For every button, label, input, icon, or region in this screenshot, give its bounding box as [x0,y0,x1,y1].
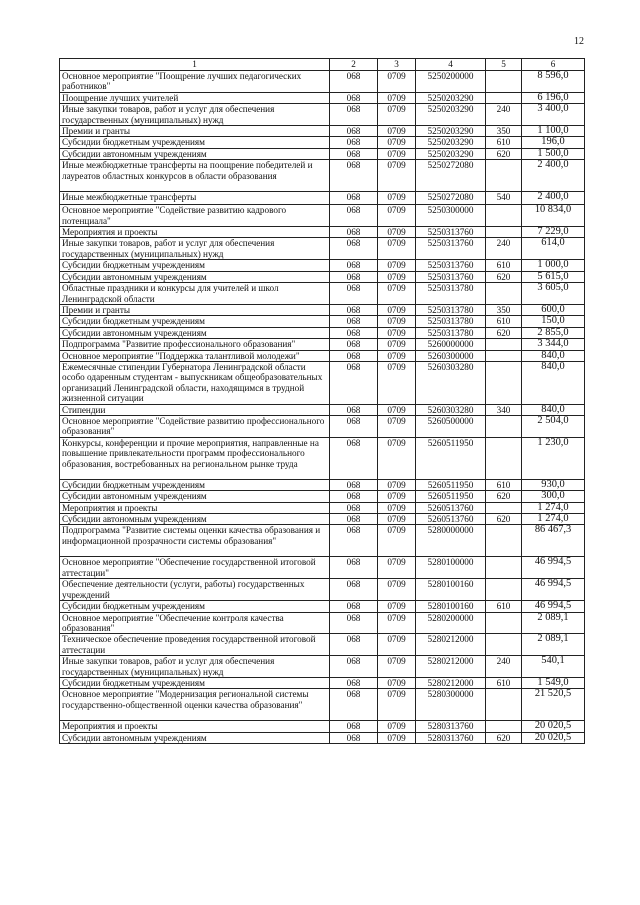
table-row [60,271,585,282]
row-amount: 2 400,0 [522,192,585,205]
row-amount: 1 230,0 [522,437,585,479]
row-expense-type: 620 [486,491,522,502]
row-amount: 2 504,0 [522,415,585,437]
row-amount: 196,0 [522,137,585,148]
row-name: Мероприятия и проекты [60,227,330,238]
row-expense-type [486,205,522,227]
row-target-article: 5260500000 [416,415,486,437]
row-expense-type: 620 [486,732,522,743]
row-target-article: 5250313760 [416,238,486,260]
row-ministry-code: 068 [330,260,378,271]
table-row [60,148,585,159]
row-amount: 6 196,0 [522,92,585,103]
row-amount: 7 229,0 [522,227,585,238]
row-name: Субсидии бюджетным учреждениям [60,601,330,612]
row-target-article: 5250272080 [416,192,486,205]
row-expense-type: 620 [486,327,522,338]
row-target-article: 5260300000 [416,350,486,361]
row-target-article: 5250203290 [416,104,486,126]
row-target-article: 5260000000 [416,339,486,350]
row-target-article: 5250300000 [416,205,486,227]
row-ministry-code: 068 [330,525,378,557]
row-amount: 2 855,0 [522,327,585,338]
row-expense-type [486,160,522,192]
row-target-article: 5280100000 [416,557,486,579]
row-target-article: 5280100160 [416,579,486,601]
row-expense-type: 620 [486,514,522,525]
table-row [60,260,585,271]
row-expense-type [486,525,522,557]
table-row [60,415,585,437]
row-section-code: 0709 [378,260,416,271]
table-row [60,479,585,490]
row-section-code: 0709 [378,557,416,579]
header-row [60,59,585,71]
row-ministry-code: 068 [330,227,378,238]
table-row [60,404,585,415]
row-section-code: 0709 [378,160,416,192]
row-amount: 600,0 [522,304,585,315]
row-amount: 540,1 [522,656,585,678]
row-amount: 930,0 [522,479,585,490]
row-expense-type [486,689,522,721]
row-target-article: 5260511950 [416,437,486,479]
row-section-code: 0709 [378,339,416,350]
row-section-code: 0709 [378,137,416,148]
row-target-article: 5280212000 [416,656,486,678]
row-name: Субсидии бюджетным учреждениям [60,260,330,271]
row-target-article: 5250313760 [416,271,486,282]
row-amount: 8 596,0 [522,71,585,93]
table-row [60,557,585,579]
row-expense-type: 610 [486,260,522,271]
row-ministry-code: 068 [330,316,378,327]
row-amount: 10 834,0 [522,205,585,227]
row-amount: 840,0 [522,361,585,404]
row-amount: 1 274,0 [522,502,585,513]
row-section-code: 0709 [378,502,416,513]
row-amount: 1 500,0 [522,148,585,159]
row-target-article: 5280100160 [416,601,486,612]
table-row [60,327,585,338]
row-expense-type [486,71,522,93]
row-name: Иные закупки товаров, работ и услуг для обеспечения государственных (муниципальных) нужд [60,238,330,260]
row-ministry-code: 068 [330,137,378,148]
row-section-code: 0709 [378,579,416,601]
row-target-article: 5250313780 [416,316,486,327]
table-row [60,192,585,205]
row-amount: 20 020,5 [522,721,585,732]
table-row [60,350,585,361]
row-name: Поощрение лучших учителей [60,92,330,103]
row-name: Иные закупки товаров, работ и услуг для обеспечения государственных (муниципальных) нужд [60,104,330,126]
row-amount: 2 089,1 [522,634,585,656]
row-ministry-code: 068 [330,689,378,721]
column-header: 1 [60,59,330,71]
row-name: Основное мероприятие "Содействие развитию профессионального образования" [60,415,330,437]
row-name: Субсидии автономным учреждениям [60,271,330,282]
row-amount: 1 000,0 [522,260,585,271]
table-body [60,71,585,744]
row-ministry-code: 068 [330,160,378,192]
row-target-article: 5280300000 [416,689,486,721]
row-expense-type: 610 [486,479,522,490]
row-name: Субсидии бюджетным учреждениям [60,479,330,490]
row-name: Субсидии автономным учреждениям [60,327,330,338]
row-section-code: 0709 [378,404,416,415]
row-expense-type: 240 [486,656,522,678]
row-name: Субсидии автономным учреждениям [60,732,330,743]
row-name: Основное мероприятие "Обеспечение государственной итоговой аттестации" [60,557,330,579]
table-row [60,689,585,721]
row-target-article: 5250313780 [416,304,486,315]
row-ministry-code: 068 [330,502,378,513]
row-section-code: 0709 [378,479,416,490]
table-row [60,514,585,525]
row-section-code: 0709 [378,721,416,732]
budget-table [59,58,585,744]
row-expense-type: 610 [486,137,522,148]
row-name: Стипендии [60,404,330,415]
row-section-code: 0709 [378,601,416,612]
row-amount: 840,0 [522,404,585,415]
table-row [60,579,585,601]
table-row [60,525,585,557]
row-section-code: 0709 [378,316,416,327]
row-name: Мероприятия и проекты [60,502,330,513]
row-ministry-code: 068 [330,479,378,490]
row-name: Субсидии бюджетным учреждениям [60,678,330,689]
row-ministry-code: 068 [330,557,378,579]
table-row [60,656,585,678]
row-ministry-code: 068 [330,514,378,525]
row-section-code: 0709 [378,678,416,689]
row-ministry-code: 068 [330,579,378,601]
row-name: Основное мероприятие "Обеспечение контроля качества образования" [60,612,330,634]
row-target-article: 5260511950 [416,479,486,490]
row-ministry-code: 068 [330,612,378,634]
row-ministry-code: 068 [330,634,378,656]
table-row [60,104,585,126]
row-amount: 21 520,5 [522,689,585,721]
row-target-article: 5260303280 [416,404,486,415]
row-expense-type [486,361,522,404]
column-header: 4 [416,59,486,71]
row-ministry-code: 068 [330,350,378,361]
row-expense-type: 610 [486,678,522,689]
row-amount: 3 400,0 [522,104,585,126]
row-expense-type: 610 [486,601,522,612]
row-ministry-code: 068 [330,92,378,103]
row-expense-type: 240 [486,104,522,126]
table-row [60,502,585,513]
row-ministry-code: 068 [330,104,378,126]
row-ministry-code: 068 [330,361,378,404]
row-expense-type [486,415,522,437]
row-ministry-code: 068 [330,238,378,260]
table-row [60,126,585,137]
row-name: Основное мероприятие "Поощрение лучших педагогических работников" [60,71,330,93]
row-ministry-code: 068 [330,491,378,502]
row-expense-type [486,557,522,579]
table-row [60,678,585,689]
row-amount: 1 100,0 [522,126,585,137]
row-name: Техническое обеспечение проведения государственной итоговой аттестации [60,634,330,656]
table-row [60,205,585,227]
row-ministry-code: 068 [330,404,378,415]
row-name: Конкурсы, конференции и прочие мероприятия, направленные на повышение привлекательности программ профессионального образования, востребованных на региональном рынке труда [60,437,330,479]
row-target-article: 5280212000 [416,678,486,689]
row-name: Премии и гранты [60,126,330,137]
row-section-code: 0709 [378,525,416,557]
row-expense-type [486,350,522,361]
row-amount: 46 994,5 [522,579,585,601]
row-section-code: 0709 [378,656,416,678]
row-amount: 20 020,5 [522,732,585,743]
row-expense-type [486,339,522,350]
row-name: Подпрограмма "Развитие профессионального образования" [60,339,330,350]
row-target-article: 5250203290 [416,148,486,159]
row-ministry-code: 068 [330,304,378,315]
row-amount: 86 467,3 [522,525,585,557]
column-header: 3 [378,59,416,71]
row-ministry-code: 068 [330,126,378,137]
row-target-article: 5260513760 [416,502,486,513]
row-expense-type [486,579,522,601]
row-expense-type: 340 [486,404,522,415]
row-section-code: 0709 [378,271,416,282]
row-target-article: 5250313760 [416,260,486,271]
row-name: Основное мероприятие "Модернизация региональной системы государственно-общественной оценки качества образования" [60,689,330,721]
row-amount: 840,0 [522,350,585,361]
row-section-code: 0709 [378,350,416,361]
row-section-code: 0709 [378,126,416,137]
table-row [60,71,585,93]
row-section-code: 0709 [378,415,416,437]
row-expense-type: 620 [486,271,522,282]
row-amount: 2 089,1 [522,612,585,634]
row-section-code: 0709 [378,92,416,103]
table-row [60,137,585,148]
table-row [60,304,585,315]
table-row [60,283,585,305]
table-row [60,601,585,612]
row-target-article: 5250313780 [416,327,486,338]
row-section-code: 0709 [378,71,416,93]
row-section-code: 0709 [378,227,416,238]
row-amount: 1 549,0 [522,678,585,689]
row-ministry-code: 068 [330,678,378,689]
table-row [60,634,585,656]
row-target-article: 5250203290 [416,126,486,137]
row-target-article: 5250200000 [416,71,486,93]
row-target-article: 5280313760 [416,721,486,732]
row-name: Основное мероприятие "Содействие развитию кадрового потенциала" [60,205,330,227]
row-name: Подпрограмма "Развитие системы оценки качества образования и информационной прозрачности системы образования" [60,525,330,557]
row-target-article: 5260513760 [416,514,486,525]
row-section-code: 0709 [378,689,416,721]
row-ministry-code: 068 [330,148,378,159]
row-amount: 2 400,0 [522,160,585,192]
table-row [60,339,585,350]
row-expense-type: 350 [486,126,522,137]
row-target-article: 5250313760 [416,227,486,238]
row-expense-type [486,634,522,656]
row-name: Иные межбюджетные трансферты [60,192,330,205]
row-amount: 5 615,0 [522,271,585,282]
row-name: Обеспечение деятельности (услуги, работы) государственных учреждений [60,579,330,601]
table-row [60,732,585,743]
row-ministry-code: 068 [330,271,378,282]
table-row [60,437,585,479]
row-section-code: 0709 [378,732,416,743]
row-expense-type: 620 [486,148,522,159]
row-expense-type [486,502,522,513]
row-target-article: 5250203290 [416,137,486,148]
row-section-code: 0709 [378,634,416,656]
row-amount: 46 994,5 [522,601,585,612]
row-expense-type: 240 [486,238,522,260]
page-number: 12 [574,36,584,47]
row-expense-type: 350 [486,304,522,315]
table-row [60,160,585,192]
row-ministry-code: 068 [330,71,378,93]
row-expense-type [486,227,522,238]
row-amount: 46 994,5 [522,557,585,579]
column-header: 5 [486,59,522,71]
row-name: Субсидии автономным учреждениям [60,148,330,159]
table-row [60,92,585,103]
row-amount: 300,0 [522,491,585,502]
row-section-code: 0709 [378,361,416,404]
row-ministry-code: 068 [330,339,378,350]
row-ministry-code: 068 [330,415,378,437]
row-section-code: 0709 [378,283,416,305]
row-name: Иные межбюджетные трансферты на поощрение победителей и лауреатов областных конкурсов в области образования [60,160,330,192]
row-section-code: 0709 [378,148,416,159]
row-target-article: 5280200000 [416,612,486,634]
row-section-code: 0709 [378,514,416,525]
row-name: Субсидии автономным учреждениям [60,514,330,525]
row-ministry-code: 068 [330,721,378,732]
table-row [60,238,585,260]
row-expense-type [486,721,522,732]
row-section-code: 0709 [378,612,416,634]
row-section-code: 0709 [378,304,416,315]
row-expense-type [486,612,522,634]
table-row [60,361,585,404]
row-name: Иные закупки товаров, работ и услуг для обеспечения государственных (муниципальных) нужд [60,656,330,678]
column-header: 2 [330,59,378,71]
row-target-article: 5280000000 [416,525,486,557]
row-target-article: 5260303280 [416,361,486,404]
row-expense-type [486,283,522,305]
row-section-code: 0709 [378,238,416,260]
row-name: Субсидии бюджетным учреждениям [60,137,330,148]
row-target-article: 5250203290 [416,92,486,103]
row-section-code: 0709 [378,104,416,126]
row-name: Основное мероприятие "Поддержка талантливой молодежи" [60,350,330,361]
row-section-code: 0709 [378,491,416,502]
row-amount: 3 605,0 [522,283,585,305]
table-row [60,316,585,327]
row-expense-type: 610 [486,316,522,327]
row-expense-type [486,92,522,103]
row-target-article: 5250272080 [416,160,486,192]
row-ministry-code: 068 [330,283,378,305]
row-target-article: 5250313780 [416,283,486,305]
row-ministry-code: 068 [330,192,378,205]
row-section-code: 0709 [378,205,416,227]
row-section-code: 0709 [378,192,416,205]
row-amount: 3 344,0 [522,339,585,350]
row-section-code: 0709 [378,437,416,479]
row-ministry-code: 068 [330,437,378,479]
table-row [60,227,585,238]
row-amount: 614,0 [522,238,585,260]
row-expense-type [486,437,522,479]
row-amount: 1 274,0 [522,514,585,525]
row-name: Областные праздники и конкурсы для учителей и школ Ленинградской области [60,283,330,305]
row-name: Мероприятия и проекты [60,721,330,732]
row-ministry-code: 068 [330,601,378,612]
table-row [60,491,585,502]
row-ministry-code: 068 [330,732,378,743]
table-row [60,612,585,634]
row-name: Субсидии автономным учреждениям [60,491,330,502]
row-section-code: 0709 [378,327,416,338]
row-ministry-code: 068 [330,205,378,227]
column-header: 6 [522,59,585,71]
row-expense-type: 540 [486,192,522,205]
row-target-article: 5260511950 [416,491,486,502]
row-ministry-code: 068 [330,656,378,678]
row-target-article: 5280212000 [416,634,486,656]
row-name: Ежемесячные стипендии Губернатора Ленинградской области особо одаренным студентам - выпускникам общеобразовательных организаций Ленинградской области, находящимся в трудной жизненной ситуации [60,361,330,404]
row-name: Премии и гранты [60,304,330,315]
table-row [60,721,585,732]
row-target-article: 5280313760 [416,732,486,743]
row-name: Субсидии бюджетным учреждениям [60,316,330,327]
row-ministry-code: 068 [330,327,378,338]
row-amount: 150,0 [522,316,585,327]
